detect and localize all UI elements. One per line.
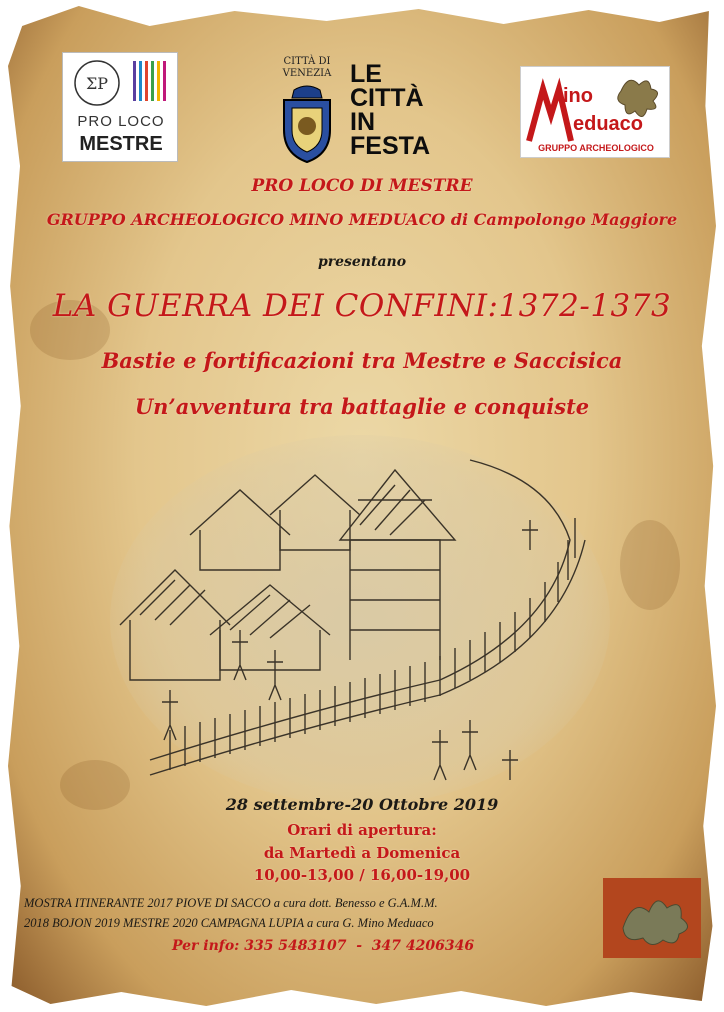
org-pro-loco: PRO LOCO DI MESTRE xyxy=(251,176,473,196)
proloco-mestre-logo xyxy=(62,52,178,162)
meduaco-word: eduaco xyxy=(573,113,644,135)
org-gruppo-archeologico: GRUPPO ARCHEOLOGICO MINO MEDUACO di Campolongo Maggiore xyxy=(46,210,678,229)
main-title: LA GUERRA DEI CONFINI:1372-1373 xyxy=(52,288,672,324)
footer-line-2: 2018 BOJON 2019 MESTRE 2020 CAMPAGNA LUPIA a cura G. Mino Meduaco xyxy=(24,916,434,930)
footer-line-1: MOSTRA ITINERANTE 2017 PIOVE DI SACCO a cura dott. Benesso e G.A.M.M. xyxy=(24,896,438,910)
mino-meduaco-logo xyxy=(520,66,670,158)
mino-subtitle: GRUPPO ARCHEOLOGICO xyxy=(538,143,654,153)
exhibition-dates: 28 settembre-20 Ottobre 2019 xyxy=(225,795,499,814)
opening-days: da Martedì a Domenica xyxy=(263,844,461,862)
fortification-illustration xyxy=(110,430,610,800)
parchment-stain xyxy=(620,520,680,610)
citta-di-venezia-logo xyxy=(272,56,342,166)
opening-hours-label: Orari di apertura: xyxy=(287,821,437,839)
presentano-label: presentano xyxy=(317,254,407,270)
subtitle-avventura: Un’avventura tra battaglie e conquiste xyxy=(134,394,590,419)
opening-hours: 10,00-13,00 / 16,00-19,00 xyxy=(253,866,471,884)
archaeological-artifact-icon xyxy=(603,878,701,958)
le-citta-in-festa-logo xyxy=(350,62,450,162)
artifact-photo xyxy=(603,878,701,958)
venezia-label-1: CITTÀ DI xyxy=(283,56,331,67)
festa-line-2: CITTÀ xyxy=(350,84,424,112)
festa-line-1: LE xyxy=(350,60,382,88)
subtitle-bastie: Bastie e fortificazioni tra Mestre e Saccisica xyxy=(101,348,623,373)
proloco-city: MESTRE xyxy=(79,133,163,155)
venezia-label-2: VENEZIA xyxy=(282,68,332,79)
mino-word: ino xyxy=(563,85,593,107)
venezia-crest-icon xyxy=(272,84,342,164)
proloco-label: PRO LOCO xyxy=(77,113,165,130)
contact-info: Per info: 335 5483107 - 347 4206346 xyxy=(172,938,475,954)
svg-text:ΣP: ΣP xyxy=(85,74,109,93)
festa-line-3: IN xyxy=(350,108,375,136)
festa-line-4: FESTA xyxy=(350,132,431,160)
